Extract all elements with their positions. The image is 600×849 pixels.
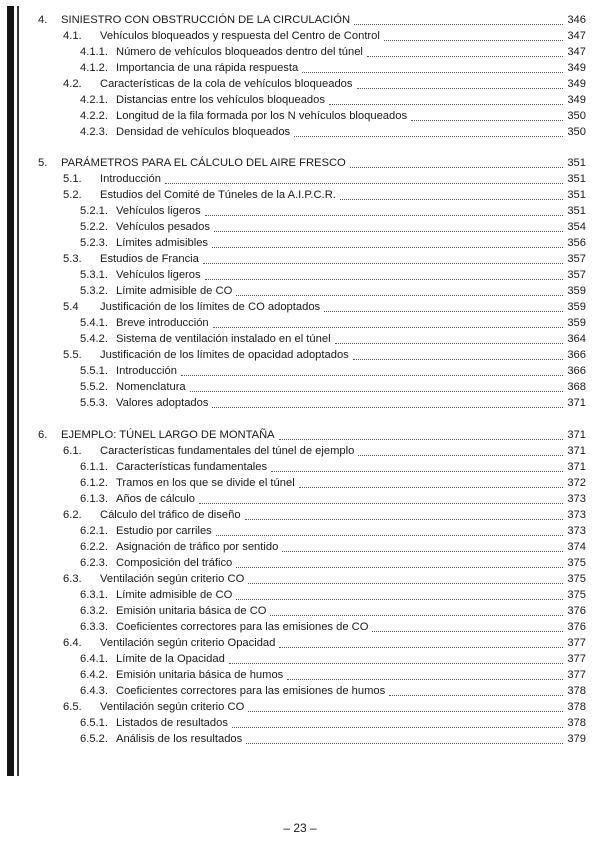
- toc-number: 6.3.3.: [80, 621, 108, 633]
- toc-entry: [80, 284, 586, 298]
- toc-title: Ventilación según criterio CO: [100, 573, 245, 585]
- toc-leader: [214, 231, 563, 232]
- toc-entry: [38, 156, 586, 170]
- toc-number: 6.3.1.: [80, 589, 108, 601]
- toc-entry: [80, 684, 586, 698]
- toc-page: 366: [567, 365, 586, 377]
- toc-leader: [165, 183, 563, 184]
- toc-title: Estudios del Comité de Túneles de la A.I.P.C.R.: [100, 189, 336, 201]
- toc-page: 351: [567, 157, 586, 169]
- toc-entry: [80, 492, 586, 506]
- toc-leader: [324, 311, 563, 312]
- toc-leader: [203, 263, 563, 264]
- toc-page: 350: [567, 126, 586, 138]
- toc-number: 6.1.2.: [80, 477, 108, 489]
- toc-page: 375: [567, 557, 586, 569]
- toc-number: 6.2.1.: [80, 525, 108, 537]
- toc-leader: [299, 487, 563, 488]
- toc-page: 351: [567, 173, 586, 185]
- toc-title: Introducción: [116, 365, 177, 377]
- toc-page: 356: [567, 237, 586, 249]
- toc-entry: [63, 252, 586, 266]
- toc-page: 368: [567, 381, 586, 393]
- toc-title: Tramos en los que se divide el túnel: [116, 477, 295, 489]
- toc-number: 6.2.: [63, 509, 82, 521]
- toc-title: Valores adoptados: [116, 397, 209, 409]
- toc-number: 6.2.3.: [80, 557, 108, 569]
- toc-page: 376: [567, 605, 586, 617]
- toc-page: 349: [567, 78, 586, 90]
- toc-leader: [236, 567, 563, 568]
- toc-title: Breve introducción: [116, 317, 209, 329]
- toc-page: 354: [567, 221, 586, 233]
- toc-number: 4.2.1.: [80, 94, 108, 106]
- toc-page: 349: [567, 94, 586, 106]
- toc-leader: [270, 615, 563, 616]
- toc-page: 373: [567, 509, 586, 521]
- toc-leader: [302, 72, 563, 73]
- toc-title: Número de vehículos bloqueados dentro del túnel: [116, 46, 363, 58]
- toc-page: 374: [567, 541, 586, 553]
- toc-page: 347: [567, 46, 586, 58]
- toc-page: 349: [567, 62, 586, 74]
- toc-leader: [181, 375, 563, 376]
- toc-number: 6.1.3.: [80, 493, 108, 505]
- toc-entry: [63, 188, 586, 202]
- toc-title: Distancias entre los vehículos bloqueados: [116, 94, 325, 106]
- toc-title: Coeficientes correctores para las emisiones de CO: [116, 621, 369, 633]
- toc-leader: [205, 279, 563, 280]
- toc-title: Años de cálculo: [116, 493, 195, 505]
- toc-title: Características de la cola de vehículos bloqueados: [100, 78, 353, 90]
- toc-title: Vehículos ligeros: [116, 269, 201, 281]
- toc-entry: [80, 236, 586, 250]
- toc-leader: [372, 631, 563, 632]
- toc-leader: [357, 88, 564, 89]
- toc-title: Ventilación según criterio Opacidad: [100, 637, 276, 649]
- toc-title: Densidad de vehículos bloqueados: [116, 126, 291, 138]
- toc-page: 373: [567, 525, 586, 537]
- toc-entry: [63, 172, 586, 186]
- toc-leader: [246, 743, 563, 744]
- toc-entry: [63, 636, 586, 650]
- toc-leader: [411, 120, 563, 121]
- toc-page: 378: [567, 717, 586, 729]
- toc-leader: [212, 247, 563, 248]
- toc-page: 351: [567, 189, 586, 201]
- toc-entry: [80, 716, 586, 730]
- toc-leader: [389, 695, 563, 696]
- toc-entry: [80, 732, 586, 746]
- toc-page: 379: [567, 733, 586, 745]
- toc-page: 359: [567, 317, 586, 329]
- toc-title: Ventilación según criterio CO: [100, 701, 245, 713]
- toc-number: 5.4.2.: [80, 333, 108, 345]
- toc-title: PARÁMETROS PARA EL CÁLCULO DEL AIRE FRESCO: [61, 157, 346, 169]
- margin-bar-line: [17, 6, 19, 776]
- toc-title: Asignación de tráfico por sentido: [116, 541, 279, 553]
- toc-title: Sistema de ventilación instalado en el túnel: [116, 333, 331, 345]
- toc-number: 4.: [38, 14, 48, 26]
- toc-entry: [80, 364, 586, 378]
- toc-entry: [80, 604, 586, 618]
- toc-entry: [80, 668, 586, 682]
- toc-title: Límites admisibles: [116, 237, 209, 249]
- toc-title: Longitud de la fila formada por los N vehículos bloqueados: [116, 110, 408, 122]
- toc-leader: [340, 199, 563, 200]
- toc-entry: [80, 268, 586, 282]
- toc-number: 5.4: [63, 301, 79, 313]
- toc-number: 6.2.2.: [80, 541, 108, 553]
- toc-number: 5.3.2.: [80, 285, 108, 297]
- toc-title: Importancia de una rápida respuesta: [116, 62, 299, 74]
- toc-number: 4.2.: [63, 78, 82, 90]
- toc-title: Estudio por carriles: [116, 525, 212, 537]
- toc-page: 373: [567, 493, 586, 505]
- toc-number: 6.1.1.: [80, 461, 108, 473]
- toc-leader: [245, 519, 563, 520]
- toc-page: 375: [567, 573, 586, 585]
- toc-number: 6.: [38, 429, 48, 441]
- toc-entry: [63, 700, 586, 714]
- toc-leader: [271, 471, 563, 472]
- toc-entry: [63, 348, 586, 362]
- toc-title: EJEMPLO: TÚNEL LARGO DE MONTAÑA: [61, 429, 275, 441]
- toc-number: 5.: [38, 157, 48, 169]
- toc-leader: [350, 167, 563, 168]
- toc-number: 6.5.: [63, 701, 82, 713]
- toc-title: Vehículos bloqueados y respuesta del Centro de Control: [100, 30, 380, 42]
- toc-page: 364: [567, 333, 586, 345]
- toc-number: 5.5.2.: [80, 381, 108, 393]
- toc-page: 377: [567, 669, 586, 681]
- toc-number: 6.5.2.: [80, 733, 108, 745]
- toc-title: Emisión unitaria básica de CO: [116, 605, 267, 617]
- toc-number: 5.2.: [63, 189, 82, 201]
- toc-number: 6.3.: [63, 573, 82, 585]
- toc-title: Nomenclatura: [116, 381, 186, 393]
- toc-leader: [335, 343, 563, 344]
- toc-number: 6.4.: [63, 637, 82, 649]
- toc-page: 359: [567, 285, 586, 297]
- margin-bar: [7, 6, 14, 776]
- toc-page: 357: [567, 253, 586, 265]
- toc-page: 346: [567, 14, 586, 26]
- toc-number: 6.4.1.: [80, 653, 108, 665]
- toc-number: 4.2.3.: [80, 126, 108, 138]
- toc-leader: [232, 727, 563, 728]
- toc-entry: [80, 652, 586, 666]
- toc-number: 5.5.: [63, 349, 82, 361]
- toc-number: 6.3.2.: [80, 605, 108, 617]
- toc-leader: [236, 599, 563, 600]
- toc-title: Límite de la Opacidad: [116, 653, 225, 665]
- toc-entry: [80, 620, 586, 634]
- toc-number: 6.4.3.: [80, 685, 108, 697]
- toc-entry: [63, 300, 586, 314]
- toc-leader: [282, 551, 563, 552]
- toc-leader: [384, 40, 563, 41]
- toc-page: 351: [567, 205, 586, 217]
- toc-leader: [248, 583, 563, 584]
- toc-title: Emisión unitaria básica de humos: [116, 669, 284, 681]
- toc-page: 375: [567, 589, 586, 601]
- toc-page: 371: [567, 397, 586, 409]
- toc-title: Justificación de los límites de CO adoptados: [100, 301, 321, 313]
- toc-leader: [190, 391, 563, 392]
- toc-entry: [80, 460, 586, 474]
- toc-entry: [80, 380, 586, 394]
- toc-page: 377: [567, 653, 586, 665]
- toc-entry: [80, 556, 586, 570]
- toc-number: 5.3.: [63, 253, 82, 265]
- toc-entry: [80, 332, 586, 346]
- toc-entry: [80, 45, 586, 59]
- toc-leader: [279, 439, 563, 440]
- toc-leader: [199, 503, 563, 504]
- toc-number: 5.2.2.: [80, 221, 108, 233]
- toc-entry: [80, 220, 586, 234]
- toc-title: Características fundamentales: [116, 461, 268, 473]
- toc-page: 359: [567, 301, 586, 313]
- toc-leader: [236, 295, 563, 296]
- toc-number: 5.5.3.: [80, 397, 108, 409]
- toc-number: 6.1.: [63, 445, 82, 457]
- toc-title: Introducción: [100, 173, 161, 185]
- toc-leader: [229, 663, 563, 664]
- toc-title: Cálculo del tráfico de diseño: [100, 509, 241, 521]
- toc-leader: [367, 56, 563, 57]
- toc-number: 5.3.1.: [80, 269, 108, 281]
- page-number: – 23 –: [283, 821, 317, 835]
- toc-title: Límite admisible de CO: [116, 285, 233, 297]
- toc-page: 366: [567, 349, 586, 361]
- toc-entry: [80, 540, 586, 554]
- toc-title: Justificación de los límites de opacidad adoptados: [100, 349, 349, 361]
- toc-title: Límite admisible de CO: [116, 589, 233, 601]
- toc-page: 371: [567, 461, 586, 473]
- toc-title: Análisis de los resultados: [116, 733, 243, 745]
- toc-number: 5.2.3.: [80, 237, 108, 249]
- toc-leader: [353, 359, 563, 360]
- toc-page: 357: [567, 269, 586, 281]
- toc-title: Composición del tráfico: [116, 557, 233, 569]
- toc-page: 378: [567, 701, 586, 713]
- toc-page: 350: [567, 110, 586, 122]
- toc-title: Listados de resultados: [116, 717, 228, 729]
- toc-entry: [80, 204, 586, 218]
- toc-number: 4.1.2.: [80, 62, 108, 74]
- toc-number: 6.5.1.: [80, 717, 108, 729]
- toc-number: 5.2.1.: [80, 205, 108, 217]
- toc-entry: [38, 428, 586, 442]
- toc-leader: [212, 407, 563, 408]
- toc-title: Estudios de Francia: [100, 253, 199, 265]
- toc-page: 377: [567, 637, 586, 649]
- toc-page: 371: [567, 429, 586, 441]
- toc-leader: [279, 647, 563, 648]
- toc-title: SINIESTRO CON OBSTRUCCIÓN DE LA CIRCULACIÓN: [61, 14, 351, 26]
- toc-number: 4.2.2.: [80, 110, 108, 122]
- toc-number: 5.5.1.: [80, 365, 108, 377]
- toc-entry: [63, 77, 586, 91]
- toc-leader: [287, 679, 563, 680]
- toc-entry: [80, 316, 586, 330]
- toc-page: 347: [567, 30, 586, 42]
- toc-entry: [80, 524, 586, 538]
- toc-leader: [354, 24, 563, 25]
- toc-page: 376: [567, 621, 586, 633]
- toc-entry: [80, 588, 586, 602]
- toc-entry: [63, 572, 586, 586]
- toc-page: 378: [567, 685, 586, 697]
- toc-entry: [63, 508, 586, 522]
- toc-entry: [80, 396, 586, 410]
- toc-title: Coeficientes correctores para las emisiones de humos: [116, 685, 386, 697]
- toc-entry: [38, 13, 586, 27]
- toc-entry: [63, 29, 586, 43]
- toc-entry: [80, 93, 586, 107]
- toc-leader: [248, 711, 563, 712]
- toc-leader: [213, 327, 563, 328]
- toc-number: 5.4.1.: [80, 317, 108, 329]
- toc-number: 4.1.1.: [80, 46, 108, 58]
- toc-title: Vehículos pesados: [116, 221, 210, 233]
- toc-entry: [80, 109, 586, 123]
- toc-leader: [358, 455, 563, 456]
- toc-entry: [80, 61, 586, 75]
- toc-number: 4.1.: [63, 30, 82, 42]
- toc-entry: [80, 125, 586, 139]
- toc-number: 5.1.: [63, 173, 82, 185]
- toc-leader: [216, 535, 563, 536]
- toc-title: Vehículos ligeros: [116, 205, 201, 217]
- toc-leader: [294, 136, 563, 137]
- toc-leader: [205, 215, 563, 216]
- toc-page: 372: [567, 477, 586, 489]
- toc-leader: [329, 104, 563, 105]
- toc-number: 6.4.2.: [80, 669, 108, 681]
- toc-entry: [63, 444, 586, 458]
- toc-entry: [80, 476, 586, 490]
- toc-title: Características fundamentales del túnel de ejemplo: [100, 445, 355, 457]
- toc-page: 371: [567, 445, 586, 457]
